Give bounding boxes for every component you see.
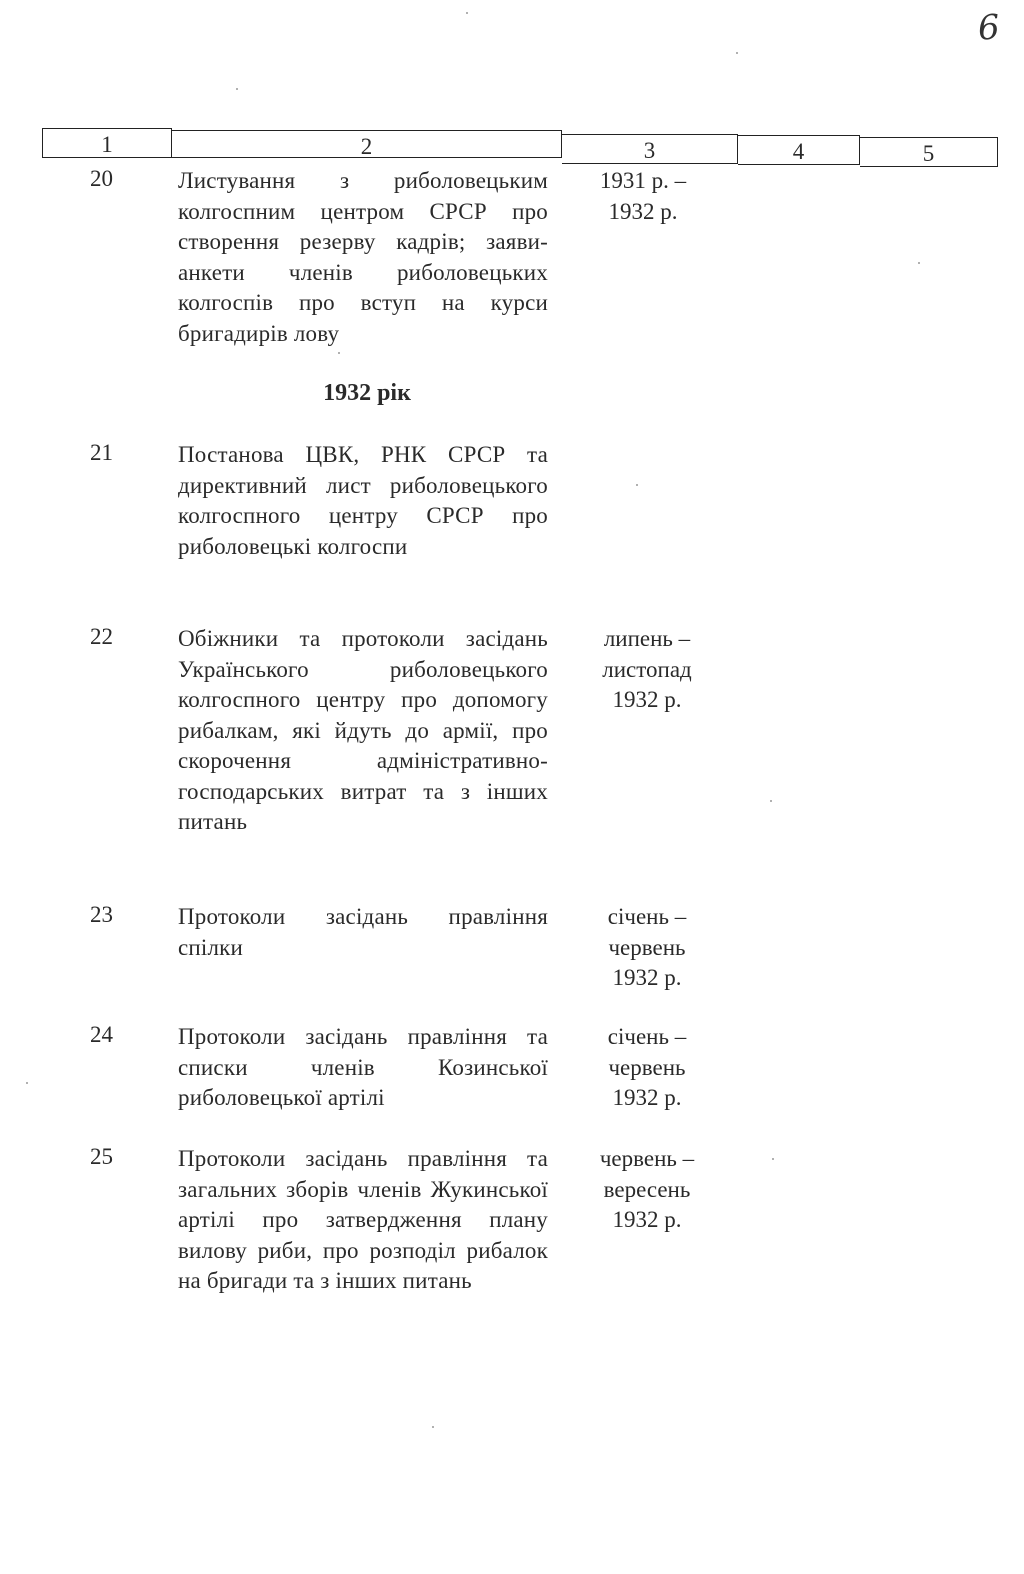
date-line: 1932 р. bbox=[612, 1207, 682, 1232]
page-number: 6 bbox=[976, 7, 1002, 49]
scan-speck bbox=[772, 1158, 774, 1160]
scan-speck bbox=[338, 352, 340, 354]
scan-speck bbox=[236, 88, 238, 90]
entry-number: 22 bbox=[90, 624, 113, 649]
column-header-3: 3 bbox=[562, 134, 738, 164]
date-line: 1932 р. bbox=[612, 1085, 682, 1110]
entry-number: 25 bbox=[90, 1144, 113, 1169]
scan-speck bbox=[432, 1426, 434, 1428]
entry-title: Листування з риболовецьким колгоспним центром СРСР про створення резерву кадрів; заяви-анкети членів риболовецьких колгоспів про вступ на курси бригадирів лову bbox=[178, 168, 548, 346]
entry-dates bbox=[574, 902, 720, 994]
entry-title: Обіжники та протоколи засідань Українського риболовецького колгоспного центру про допомогу рибалкам, які йдуть до армії, про скорочення адміністративно-господарських витрат та з інших питань bbox=[178, 626, 548, 834]
scan-speck bbox=[26, 1082, 28, 1084]
date-line: 1932 р. bbox=[612, 965, 682, 990]
date-line: вересень bbox=[603, 1176, 691, 1202]
column-header-4: 4 bbox=[738, 135, 860, 165]
entry-number: 21 bbox=[90, 440, 113, 465]
scan-speck bbox=[736, 52, 738, 54]
date-line: січень – bbox=[607, 1024, 687, 1049]
entry-title: Протоколи засідань правління та списки членів Козинської риболовецької артілі bbox=[178, 1024, 548, 1110]
year-heading: 1932 рік bbox=[323, 380, 411, 406]
entry-number: 20 bbox=[90, 166, 113, 191]
date-line: 1931 р. – bbox=[599, 168, 687, 193]
column-header-1: 1 bbox=[42, 128, 172, 158]
scan-speck bbox=[770, 800, 772, 802]
entry-dates bbox=[574, 1144, 720, 1236]
entry-dates bbox=[570, 166, 716, 227]
date-line: червень bbox=[608, 934, 686, 960]
column-header-2: 2 bbox=[172, 130, 562, 158]
column-header-5: 5 bbox=[860, 137, 998, 167]
entry-title: Постанова ЦВК, РНК СРСР та директивний лист риболовецького колгоспного центру СРСР про риболовецькі колгоспи bbox=[178, 442, 548, 559]
entry-number: 24 bbox=[90, 1022, 113, 1047]
date-line: червень – bbox=[599, 1146, 695, 1171]
date-line: 1932 р. bbox=[608, 198, 678, 224]
date-line: січень – bbox=[607, 904, 687, 929]
entry-dates bbox=[574, 1022, 720, 1114]
scan-speck bbox=[918, 262, 920, 264]
entry-title: Протоколи засідань правління та загальних зборів членів Жукинської артілі про затвердження плану вилову риби, про розподіл рибалок на бригади та з інших питань bbox=[178, 1146, 548, 1293]
entry-title: Протоколи засідань правління спілки bbox=[178, 904, 548, 960]
scan-speck bbox=[466, 12, 468, 14]
date-line: 1932 р. bbox=[612, 687, 682, 712]
entry-number: 23 bbox=[90, 902, 113, 927]
scan-speck bbox=[636, 484, 638, 486]
entry-dates bbox=[574, 624, 720, 716]
date-line: липень – bbox=[603, 626, 691, 651]
date-line: листопад bbox=[602, 656, 692, 682]
date-line: червень bbox=[608, 1054, 686, 1080]
